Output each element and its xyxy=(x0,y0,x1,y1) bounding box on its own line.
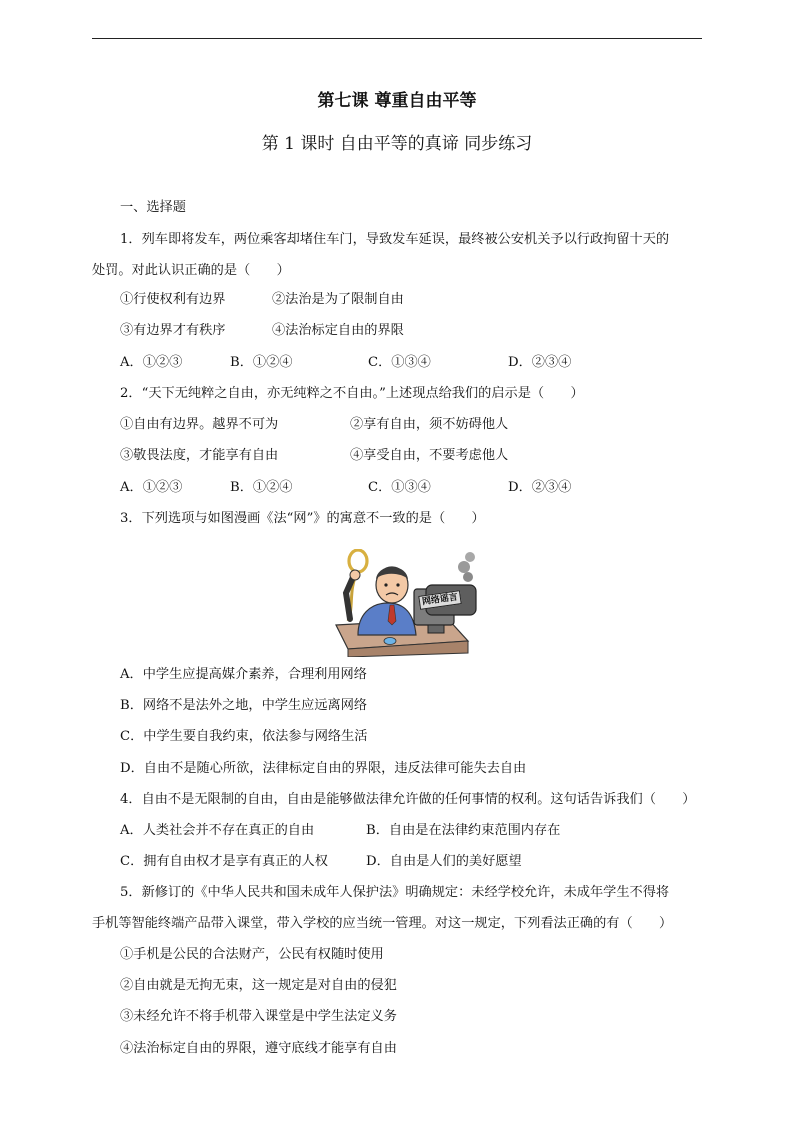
q2-statement-2: ②享有自由，须不妨碍他人 xyxy=(350,417,509,432)
q4-choice-d: D．自由是人们的美好愿望 xyxy=(366,854,522,869)
header-rule xyxy=(92,38,702,39)
q2-choice-d: D．②③④ xyxy=(508,480,572,495)
q1-choice-b: B．①②④ xyxy=(230,355,293,370)
q4-choice-b: B．自由是在法律约束范围内存在 xyxy=(366,823,561,838)
q1-choice-d: D．②③④ xyxy=(508,355,572,370)
q5-statement-3: ③未经允许不将手机带入课堂是中学生法定义务 xyxy=(120,1009,397,1024)
q4-choice-c: C．拥有自由权才是享有真正的人权 xyxy=(120,854,328,869)
section-label: 一、选择题 xyxy=(120,200,186,215)
q1-choice-c: C．①③④ xyxy=(368,355,431,370)
q1-statement-3: ③有边界才有秩序 xyxy=(120,323,226,338)
page-title: 第七课 尊重自由平等 xyxy=(317,91,477,111)
q1-statement-4: ④法治标定自由的界限 xyxy=(272,323,404,338)
q1-statement-2: ②法治是为了限制自由 xyxy=(272,292,404,307)
q4-line-1: 4．自由不是无限制的自由，自由是能够做法律允许做的任何事情的权利。这句话告诉我们（ ） xyxy=(120,792,696,807)
q5-statement-2: ②自由就是无拘无束，这一规定是对自由的侵犯 xyxy=(120,978,397,993)
q5-line-1: 5．新修订的《中华人民共和国未成年人保护法》明确规定：未经学校允许，未成年学生不得将 xyxy=(120,885,670,900)
q1-choice-a: A．①②③ xyxy=(120,355,183,370)
q1-line-1: 1．列车即将发车，两位乘客却堵住车门，导致发车延误，最终被公安机关予以行政拘留十天的 xyxy=(120,232,670,247)
q3-choice-b: B．网络不是法外之地，中学生应远离网络 xyxy=(120,698,368,713)
q1-line-2: 处罚。对此认识正确的是（ ） xyxy=(92,263,290,278)
q2-choice-b: B．①②④ xyxy=(230,480,293,495)
q3-choice-c: C．中学生要自我约束，依法参与网络生活 xyxy=(120,729,368,744)
law-net-cartoon xyxy=(318,549,482,657)
q2-statement-1: ①自由有边界。越界不可为 xyxy=(120,417,279,432)
cartoon-label: 网络谣言 xyxy=(418,590,462,610)
q1-statement-1: ①行使权利有边界 xyxy=(120,292,226,307)
q5-line-2: 手机等智能终端产品带入课堂，带入学校的应当统一管理。对这一规定，下列看法正确的有（ ） xyxy=(92,916,673,931)
page-subtitle: 第 1 课时 自由平等的真谛 同步练习 xyxy=(261,134,533,154)
q3-choice-a: A．中学生应提高媒介素养，合理利用网络 xyxy=(120,667,367,682)
q4-choice-a: A．人类社会并不存在真正的自由 xyxy=(120,823,315,838)
q2-statement-3: ③敬畏法度，才能享有自由 xyxy=(120,448,279,463)
q3-line-1: 3．下列选项与如图漫画《法“网”》的寓意不一致的是（ ） xyxy=(120,511,485,526)
q2-statement-4: ④享受自由，不要考虑他人 xyxy=(350,448,509,463)
q5-statement-1: ①手机是公民的合法财产，公民有权随时使用 xyxy=(120,947,384,962)
q5-statement-4: ④法治标定自由的界限，遵守底线才能享有自由 xyxy=(120,1041,397,1056)
q2-line-1: 2．“天下无纯粹之自由，亦无纯粹之不自由。”上述现点给我们的启示是（ ） xyxy=(120,386,584,401)
q2-choice-c: C．①③④ xyxy=(368,480,431,495)
q2-choice-a: A．①②③ xyxy=(120,480,183,495)
q3-choice-d: D．自由不是随心所欲，法律标定自由的界限，违反法律可能失去自由 xyxy=(120,761,527,776)
